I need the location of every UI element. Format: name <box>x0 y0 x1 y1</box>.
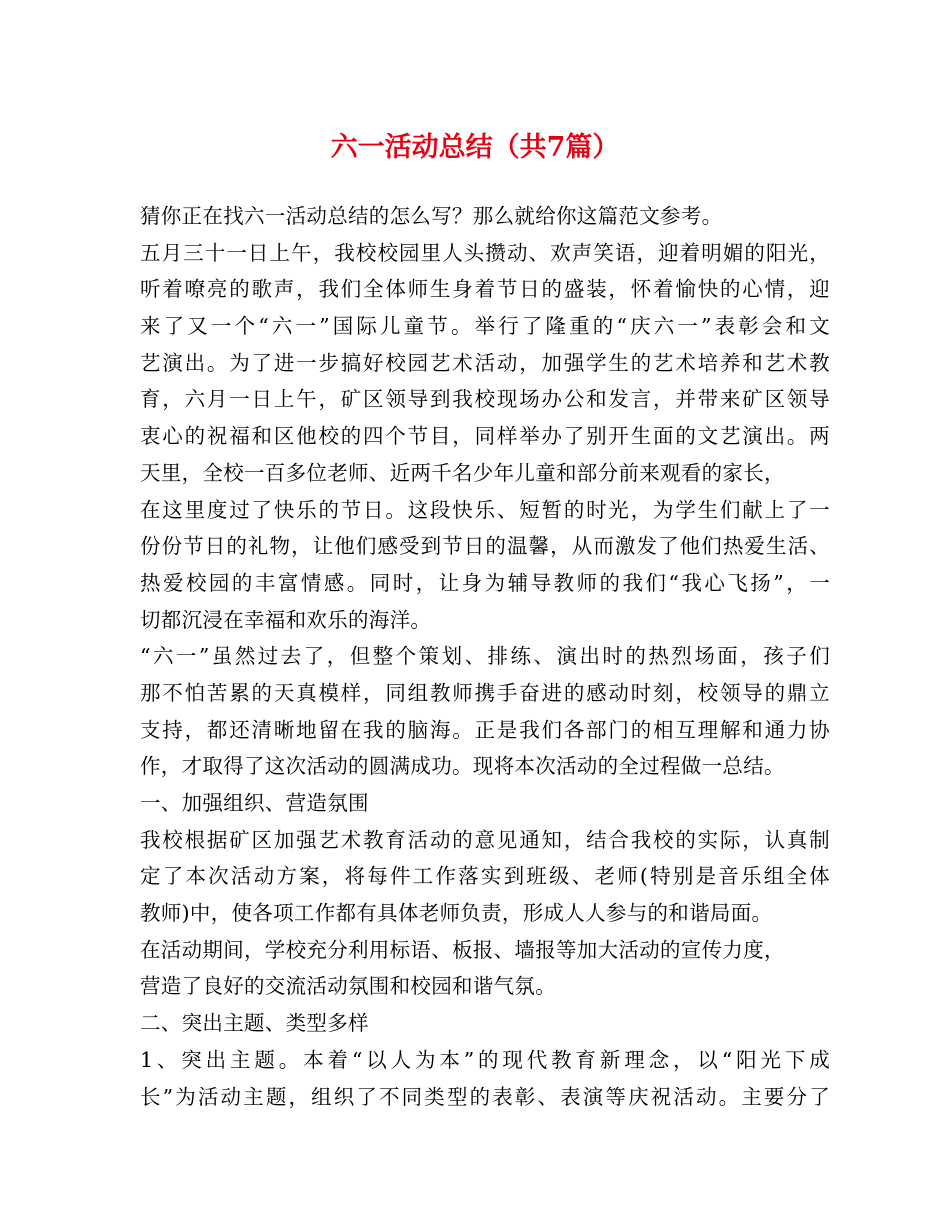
paragraph-line: 在活动期间，学校充分利用标语、板报、墙报等加大活动的宣传力度， <box>140 937 785 962</box>
paragraph-line: 定了本次活动方案，将每件工作落实到班级、老师(特别是音乐组全体 <box>140 864 830 889</box>
paragraph-line: 那不怕苦累的天真模样，同组教师携手奋进的感动时刻，校领导的鼎立 <box>140 680 830 705</box>
paragraph-line: 作，才取得了这次活动的圆满成功。现将本次活动的全过程做一总结。 <box>140 754 785 779</box>
paragraph-line: 天里，全校一百多位老师、近两千名少年儿童和部分前来观看的家长， <box>140 460 785 485</box>
paragraph-line: 热爱校园的丰富情感。同时，让身为辅导教师的我们“我心飞扬”，一 <box>140 570 830 595</box>
paragraph-line: 来了又一个“六一”国际儿童节。举行了隆重的“庆六一”表彰会和文 <box>140 314 830 339</box>
paragraph-line: 艺演出。为了进一步搞好校园艺术活动，加强学生的艺术培养和艺术教 <box>140 350 830 375</box>
section-heading: 二、突出主题、类型多样 <box>140 1011 369 1036</box>
paragraph-line: 1、突出主题。本着“以人为本”的现代教育新理念，以“阳光下成 <box>140 1047 830 1072</box>
paragraph-line: 衷心的祝福和区他校的四个节目，同样举办了别开生面的文艺演出。两 <box>140 424 830 449</box>
paragraph-line: 猜你正在找六一活动总结的怎么写？那么就给你这篇范文参考。 <box>140 204 723 228</box>
document-title: 六一活动总结（共7篇） <box>330 132 620 163</box>
paragraph-line: 教师)中，使各项工作都有具体老师负责，形成人人参与的和谐局面。 <box>140 901 773 926</box>
paragraph-line: 切都沉浸在幸福和欢乐的海洋。 <box>140 607 432 632</box>
paragraph-line: 支持，都还清晰地留在我的脑海。正是我们各部门的相互理解和通力协 <box>140 717 830 742</box>
paragraph-line: 听着嘹亮的歌声，我们全体师生身着节日的盛装，怀着愉快的心情，迎 <box>140 277 830 302</box>
paragraph-line: 长”为活动主题，组织了不同类型的表彰、表演等庆祝活动。主要分了 <box>140 1084 830 1109</box>
section-heading: 一、加强组织、营造氛围 <box>140 791 369 815</box>
paragraph-line: 育，六月一日上午，矿区领导到我校现场办公和发言，并带来矿区领导 <box>140 387 830 412</box>
paragraph-line: 我校根据矿区加强艺术教育活动的意见通知，结合我校的实际，认真制 <box>140 827 830 852</box>
paragraph-line: 在这里度过了快乐的节日。这段快乐、短暂的时光，为学生们献上了一 <box>140 497 830 522</box>
paragraph-line: 五月三十一日上午，我校校园里人头攒动、欢声笑语，迎着明媚的阳光， <box>140 240 830 265</box>
paragraph-line: 份份节日的礼物，让他们感受到节日的温馨，从而激发了他们热爱生活、 <box>140 534 830 559</box>
document-body <box>140 198 830 1115</box>
paragraph-line: 营造了良好的交流活动氛围和校园和谐气氛。 <box>140 974 556 999</box>
paragraph-line: “六一”虽然过去了，但整个策划、排练、演出时的热烈场面，孩子们 <box>140 644 830 669</box>
